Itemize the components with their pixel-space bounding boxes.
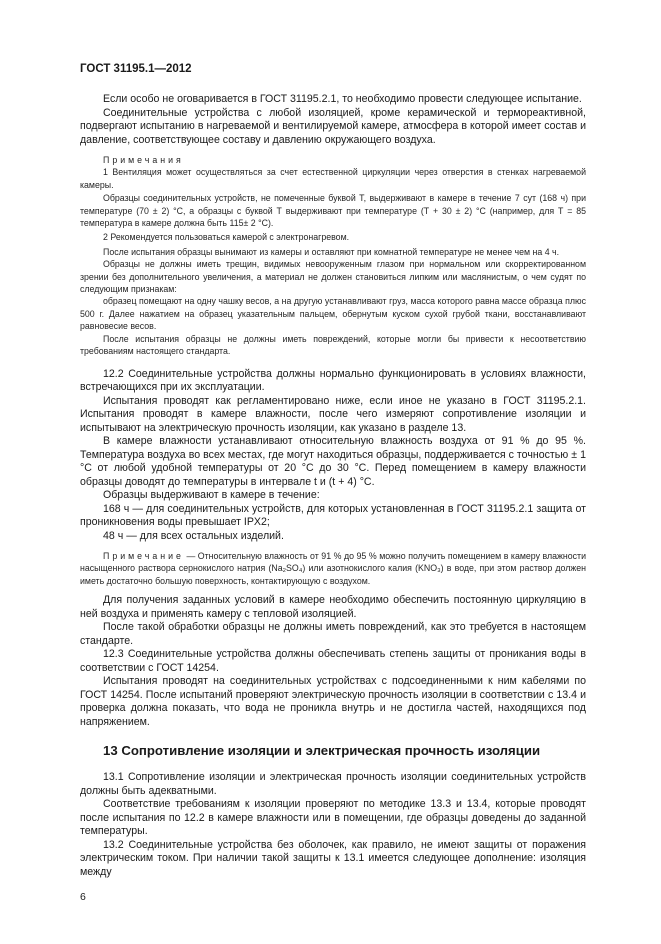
- paragraph: Соединительные устройства с любой изоляцией, кроме керамической и термореактивной, подвергают испытанию в нагреваемой и вентилируемой камере, атмосфера в которой имеет состав и давление, соответствующее составу и давлению окружающего воздуха.: [80, 106, 586, 146]
- document-header: ГОСТ 31195.1—2012: [80, 63, 192, 75]
- paragraph: 168 ч — для соединительных устройств, для которых установленная в ГОСТ 31195.2.1 защита от проникновения воды превышает IPX2;: [80, 502, 586, 528]
- paragraph: В камере влажности устанавливают относительную влажность воздуха от 91 % до 95 %. Температура воздуха во всех местах, где могут находиться образцы, поддерживается с точностью ± 1 °С от любой удобной температуры от 20 °С до 30 °С. Перед помещением в камеру влажности образцы доводят до температуры в интервале t и (t + 4) °С.: [80, 435, 586, 488]
- paragraph: Соответствие требованиям к изоляции проверяют по методике 13.3 и 13.4, которые проводят после испытания по 12.2 в камере влажности или в помещении, где образцы доведены до заданной температуры.: [80, 798, 586, 838]
- note-text: — Относительную влажность от 91 % до 95 % можно получить помещением в камеру влажности насыщенного раствора сернокислого натрия (Na₂SO₄) или азотнокислого калия (KNO₃) в воде, при этом раствор должен иметь достаточно большую поверхность, контактирующую с воздухом.: [80, 551, 586, 586]
- section-12-2: [80, 368, 586, 544]
- paragraph: 48 ч — для всех остальных изделий.: [103, 529, 284, 542]
- paragraph: 13.2 Соединительные устройства без оболочек, как правило, не имеют защиты от поражения электрическим током. При наличии такой защиты к 13.1 имеется следующее дополнение: изоляция между: [80, 838, 586, 878]
- note-item: После испытания образцы вынимают из камеры и оставляют при комнатной температуре не менее чем на 4 ч.: [103, 246, 560, 257]
- notes-label: Примечания: [103, 155, 184, 165]
- note-label: Примечание: [103, 551, 184, 561]
- note-item: 2 Рекомендуется пользоваться камерой с электронагревом.: [103, 232, 350, 243]
- paragraph: Испытания проводят на соединительных устройствах с подсоединенными к ним кабелями по ГОСТ 14254. После испытаний проверяют электрическую прочность изоляции в соответствии с 13.4 и проверка должна показать, что вода не проникла внутрь и не достигла частей, находящихся под напряжением.: [80, 675, 586, 728]
- note-item: После испытания образцы не должны иметь повреждений, которые могли бы привести к несоответствию требованиям настоящего стандарта.: [80, 333, 586, 357]
- paragraph: 12.2 Соединительные устройства должны нормально функционировать в условиях влажности, встречающихся при их эксплуатации.: [80, 367, 586, 393]
- notes-block: [80, 154, 586, 358]
- paragraph: Если особо не оговаривается в ГОСТ 31195.2.1, то необходимо провести следующее испытание.: [103, 93, 582, 105]
- paragraph: Образцы выдерживают в камере в течение:: [103, 489, 320, 501]
- paragraph: 13.1 Сопротивление изоляции и электрическая прочность изоляции соединительных устройств должны быть адекватными.: [80, 771, 586, 797]
- note-item: Образцы не должны иметь трещин, видимых невооруженным глазом при нормальном или скорректированном зрении без дополнительного увеличения, а материал не должен становиться липким или маслянистым, о чем судят по следующим признакам:: [80, 259, 586, 295]
- paragraph: Испытания проводят как регламентировано ниже, если иное не указано в ГОСТ 31195.2.1. Испытания проводят в камере влажности, после чего измеряют сопротивление изоляции и испытывают на электрическую прочность изоляции, как указано в разделе 13.: [80, 394, 586, 434]
- page-number: 6: [80, 891, 86, 904]
- section-heading: 13 Сопротивление изоляции и электрическая прочность изоляции: [103, 743, 541, 759]
- paragraph: После такой обработки образцы не должны иметь повреждений, как это требуется в настоящем стандарте.: [80, 621, 586, 647]
- note-item: Образцы соединительных устройств, не помеченные буквой Т, выдерживают в камере в течение 7 сут (168 ч) при температуре (70 ± 2) °С, а образцы с буквой Т выдерживают при температуре (Т + 30 ± 2) °С (например, для Т = 85 температура в камере должна быть 115± 2 °С).: [80, 193, 586, 229]
- intro-text: [80, 93, 586, 147]
- paragraph: Для получения заданных условий в камере необходимо обеспечить постоянную циркуляцию в ней воздуха и применять камеру с тепловой изоляцией.: [80, 594, 586, 620]
- paragraph: 12.3 Соединительные устройства должны обеспечивать степень защиты от проникания воды в соответствии с ГОСТ 14254.: [80, 648, 586, 674]
- note-item: образец помещают на одну чашку весов, а на другую устанавливают груз, масса которого равна массе образца плюс 500 г. Далее нажатием на образец указательным пальцем, обернутым куском сухой грубой ткани, восстанавливают равновесие весов.: [80, 296, 586, 332]
- section-12-3: [80, 594, 586, 729]
- section-13: [80, 771, 586, 879]
- note-humidity: [80, 550, 586, 587]
- note-item: 1 Вентиляция может осуществляться за счет естественной циркуляции через отверстия в стенках нагреваемой камеры.: [80, 167, 586, 190]
